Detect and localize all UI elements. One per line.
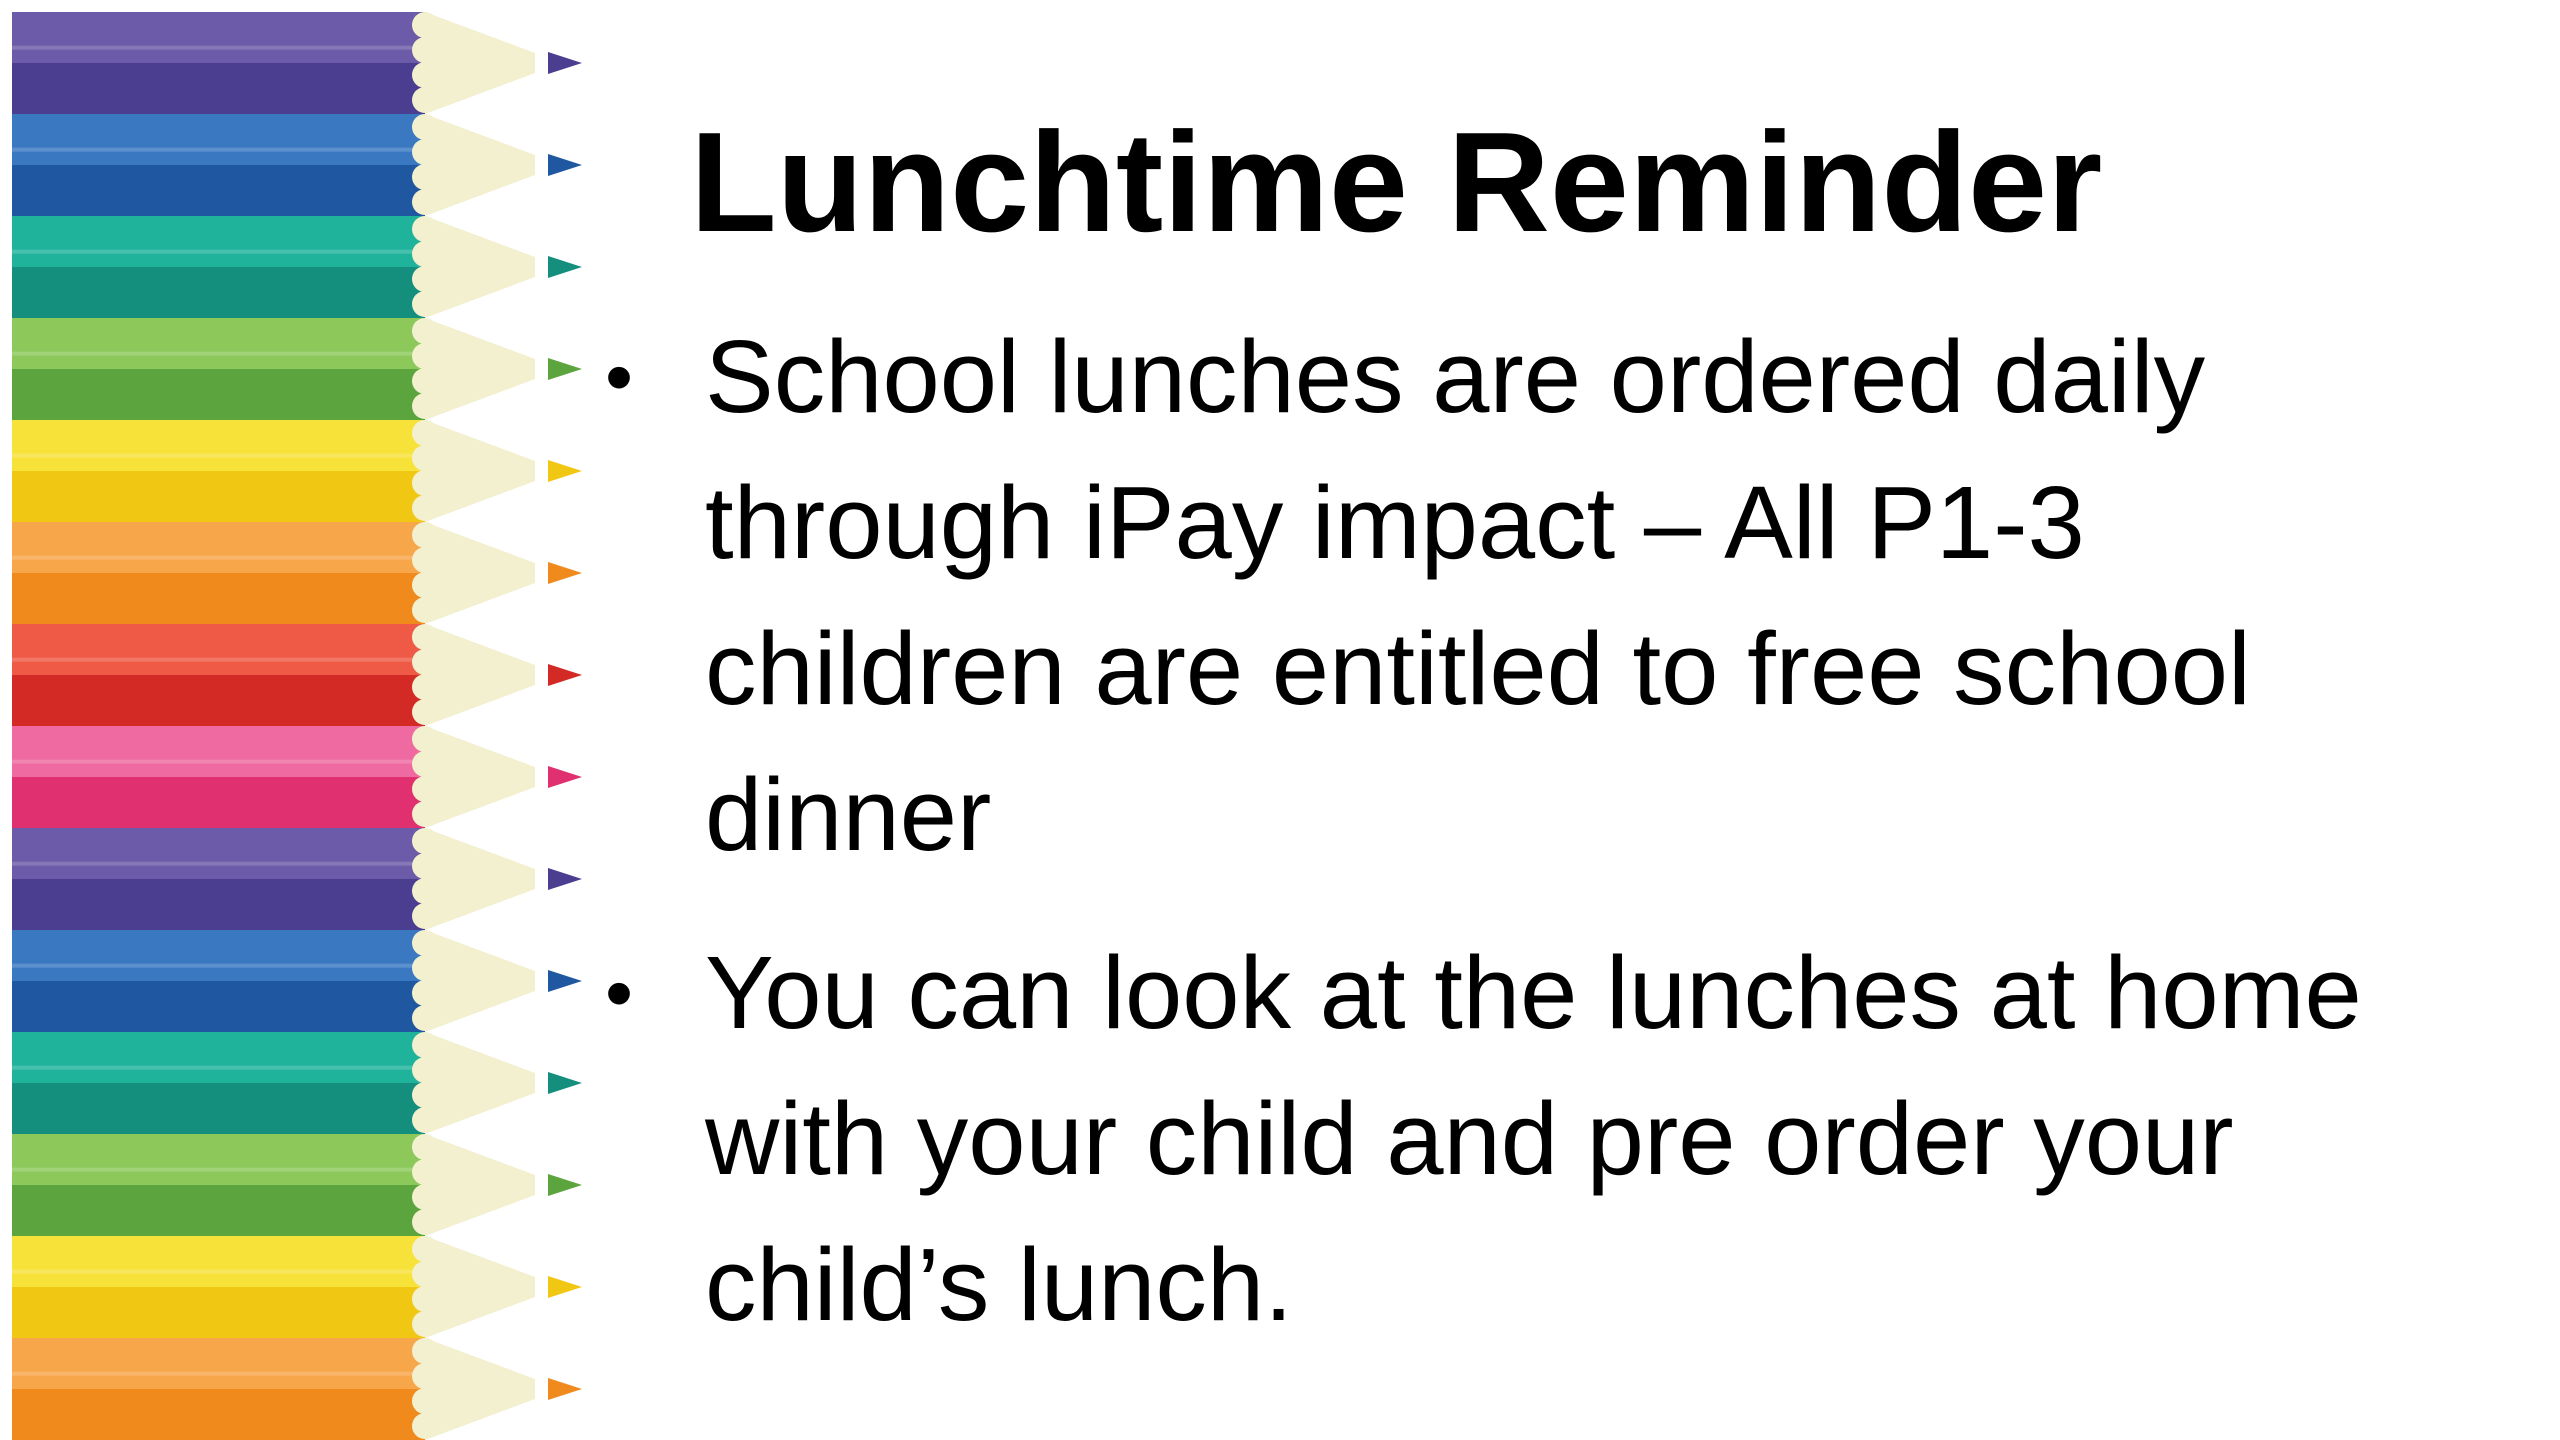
pencil-scallop (412, 216, 438, 242)
pencil-scallop (412, 1388, 438, 1414)
pencil-body-light (12, 522, 425, 573)
pencil-scallop (412, 1032, 438, 1058)
pencil-body-dark (12, 981, 425, 1032)
pencil-stripe (12, 556, 425, 560)
pencil-green (12, 318, 582, 420)
pencil-scallop (412, 1311, 438, 1337)
pencil-scallop (412, 572, 438, 598)
pencil-scallop (412, 1209, 438, 1235)
pencil-lead (548, 1276, 582, 1298)
pencil-scallop (412, 495, 438, 521)
pencil-scallop (412, 828, 438, 854)
pencil-scallop (412, 1236, 438, 1262)
pencil-scallop (412, 624, 438, 650)
pencil-blue (12, 114, 582, 216)
pencil-stripe (12, 1372, 425, 1376)
pencil-stripe (12, 760, 425, 764)
pencil-body-light (12, 1032, 425, 1083)
pencil-lead (548, 358, 582, 380)
pencil-wood (425, 216, 535, 318)
pencil-scallop (412, 853, 438, 879)
pencil-stripe (12, 46, 425, 50)
bullet-item-2 (605, 920, 2525, 1358)
pencil-wood (425, 12, 535, 114)
pencil-wood (425, 624, 535, 726)
pencil-wood (425, 1032, 535, 1134)
pencil-scallop (412, 597, 438, 623)
pencil-wood (425, 930, 535, 1032)
pencil-lead (548, 1378, 582, 1400)
pencil-lead (548, 1174, 582, 1196)
pencil-stripe (12, 148, 425, 152)
pencil-body-light (12, 624, 425, 675)
pencil-wood (425, 420, 535, 522)
pencil-scallop (412, 470, 438, 496)
pencil-body-dark (12, 63, 425, 114)
pencil-body-light (12, 420, 425, 471)
pencil-scallop (412, 266, 438, 292)
pencil-wood (425, 1236, 535, 1338)
pencil-body-light (12, 12, 425, 63)
pencil-body-dark (12, 267, 425, 318)
pencil-body-dark (12, 777, 425, 828)
bullet-text-line: through iPay impact – All P1-3 (705, 465, 2085, 580)
pencil-scallop (412, 1082, 438, 1108)
pencil-body-light (12, 318, 425, 369)
pencil-scallop (412, 801, 438, 827)
pencil-stripe (12, 1270, 425, 1274)
pencil-pink (12, 726, 582, 828)
pencil-scallop (412, 903, 438, 929)
pencil-scallop (412, 1159, 438, 1185)
pencil-stripe (12, 250, 425, 254)
bullet-marker: • (605, 948, 634, 1037)
pencil-scallop (412, 1107, 438, 1133)
pencil-yellow (12, 420, 582, 522)
pencil-red (12, 624, 582, 726)
pencil-body-light (12, 216, 425, 267)
slide-title: Lunchtime Reminder (690, 103, 2103, 262)
pencil-body-light (12, 930, 425, 981)
pencil-scallop (412, 291, 438, 317)
pencil-scallop (412, 1057, 438, 1083)
bullet-text-line: You can look at the lunches at home (705, 935, 2362, 1050)
pencil-purple (12, 828, 582, 930)
pencil-body-dark (12, 1083, 425, 1134)
pencil-scallop (412, 62, 438, 88)
pencil-stripe (12, 1168, 425, 1172)
pencil-scallop (412, 726, 438, 752)
pencil-scallop (412, 980, 438, 1006)
bullet-text-line: children are entitled to free school (705, 611, 2251, 726)
pencil-wood (425, 114, 535, 216)
pencil-scallop (412, 674, 438, 700)
pencil-lead (548, 52, 582, 74)
pencil-scallop (412, 1184, 438, 1210)
bullet-text-line: School lunches are ordered daily (705, 319, 2206, 434)
pencil-scallop (412, 1134, 438, 1160)
pencil-body-light (12, 828, 425, 879)
pencil-body-dark (12, 165, 425, 216)
pencil-scallop (412, 1286, 438, 1312)
pencil-scallop (412, 139, 438, 165)
pencil-scallop (412, 751, 438, 777)
pencil-yellow (12, 1236, 582, 1338)
bullet-text-line: with your child and pre order your (705, 1081, 2234, 1196)
pencil-wood (425, 522, 535, 624)
pencil-lead (548, 154, 582, 176)
pencil-scallop (412, 878, 438, 904)
pencil-scallop (412, 1338, 438, 1364)
pencil-body-dark (12, 1389, 425, 1440)
pencil-scallop (412, 343, 438, 369)
pencil-purple (12, 12, 582, 114)
pencil-scallop (412, 241, 438, 267)
pencil-scallop (412, 87, 438, 113)
pencil-scallop (412, 114, 438, 140)
bullet-item-1 (605, 304, 2525, 888)
pencil-scallop (412, 37, 438, 63)
pencil-stripe (12, 1066, 425, 1070)
pencil-scallop (412, 649, 438, 675)
pencil-body-dark (12, 573, 425, 624)
pencil-teal (12, 1032, 582, 1134)
pencil-stripe (12, 352, 425, 356)
pencil-body-dark (12, 675, 425, 726)
pencil-wood (425, 1338, 535, 1440)
pencil-lead (548, 868, 582, 890)
pencil-lead (548, 664, 582, 686)
pencil-scallop (412, 547, 438, 573)
bullet-marker: • (605, 332, 634, 421)
pencil-body-dark (12, 879, 425, 930)
bullet-text-line: child’s lunch. (705, 1227, 1293, 1342)
pencil-wood (425, 1134, 535, 1236)
pencil-scallop (412, 522, 438, 548)
pencil-body-light (12, 726, 425, 777)
pencil-body-dark (12, 1185, 425, 1236)
pencil-scallop (412, 368, 438, 394)
pencil-stripe (12, 658, 425, 662)
pencil-body-light (12, 1134, 425, 1185)
pencil-orange (12, 1338, 582, 1440)
pencil-scallop (412, 1363, 438, 1389)
bullet-text-line: dinner (705, 757, 992, 872)
pencil-body-light (12, 114, 425, 165)
pencil-scallop (412, 393, 438, 419)
pencil-wood (425, 726, 535, 828)
pencil-scallop (412, 699, 438, 725)
pencil-scallop (412, 1413, 438, 1439)
pencil-lead (548, 460, 582, 482)
pencil-scallop (412, 164, 438, 190)
pencil-scallop (412, 1005, 438, 1031)
pencil-wood (425, 828, 535, 930)
pencil-scallop (412, 930, 438, 956)
pencil-scallop (412, 776, 438, 802)
pencil-scallop (412, 12, 438, 38)
pencil-scallop (412, 1261, 438, 1287)
pencil-body-dark (12, 471, 425, 522)
pencil-body-light (12, 1338, 425, 1389)
pencil-scallop (412, 955, 438, 981)
pencil-scallop (412, 420, 438, 446)
pencil-blue (12, 930, 582, 1032)
pencil-body-light (12, 1236, 425, 1287)
pencil-stripe (12, 964, 425, 968)
pencil-orange (12, 522, 582, 624)
pencil-lead (548, 766, 582, 788)
pencil-body-dark (12, 369, 425, 420)
pencil-lead (548, 256, 582, 278)
pencil-lead (548, 970, 582, 992)
pencil-lead (548, 562, 582, 584)
pencil-stripe (12, 862, 425, 866)
pencil-teal (12, 216, 582, 318)
pencil-scallop (412, 318, 438, 344)
colored-pencils-border (0, 0, 600, 1440)
pencil-wood (425, 318, 535, 420)
pencil-green (12, 1134, 582, 1236)
pencil-body-dark (12, 1287, 425, 1338)
pencil-scallop (412, 445, 438, 471)
pencil-stripe (12, 454, 425, 458)
pencil-lead (548, 1072, 582, 1094)
pencil-scallop (412, 189, 438, 215)
